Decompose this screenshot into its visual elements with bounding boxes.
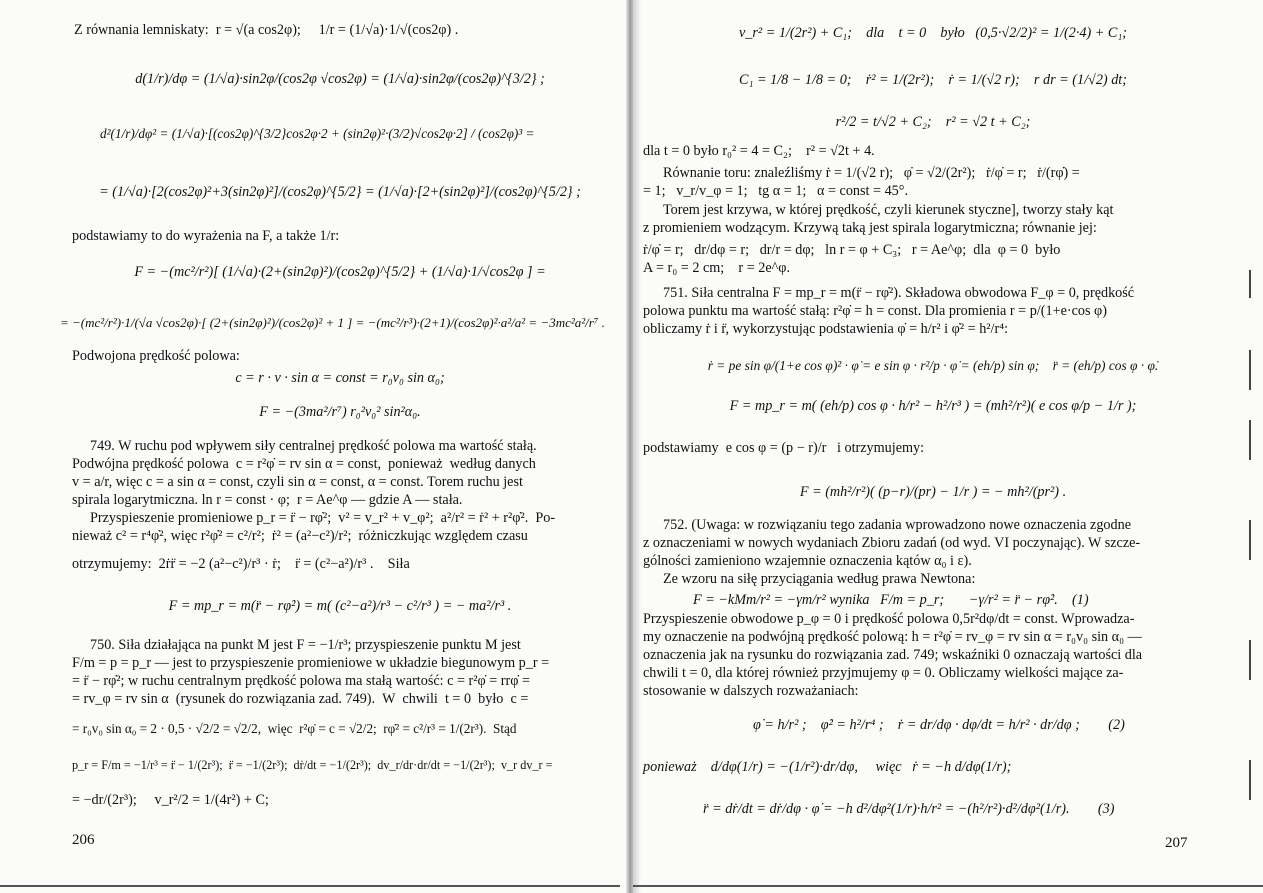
line: otrzymujemy: 2ṙr̈ = −2 (a²−c²)/r³ · ṙ; r̈ = (c²−a²)/r³ . Siła <box>72 556 410 572</box>
line: p_r = F/m = −1/r³ = r̈ − 1/(2r³); r̈ = −1/(2r³); dṙ/dt = −1/(2r³); dv_r/dr·dr/dt = −1/(2r³); v_r dv_r = <box>72 758 553 772</box>
equation: F = mp_r = m( (eh/p) cos φ · h/r² − h²/r³ ) = (mh²/r²)( e cos φ/p − 1/r ); <box>729 398 1137 414</box>
line: v = a/r, więc c = a sin α = const, czyli sin α = const, α = const. Torem ruchu jest <box>72 474 523 490</box>
equation: F = (mh²/r²)( (p−r)/(pr) − 1/r ) = − mh²/(pr²) . <box>799 484 1067 500</box>
line: podstawiamy e cos φ = (p − r)/r i otrzymujemy: <box>643 440 925 456</box>
right-page <box>633 0 1263 893</box>
line: = −dr/(2r³); v_r²/2 = 1/(4r²) + C; <box>72 792 269 808</box>
line: my oznaczenie na podwójną prędkość polową: h = r²φ̇ = rv_φ = rv sin α = r₀v₀ sin α₀ — <box>643 629 1142 645</box>
margin-mark <box>1249 420 1251 460</box>
equation: d²(1/r)/dφ² = (1/√a)·[(cos2φ)^{3/2}cos2φ·2 + (sin2φ)²·(3/2)√cos2φ·2] / (cos2φ)³ = <box>100 126 535 141</box>
page-number: 206 <box>72 832 95 848</box>
page-edge <box>633 885 1263 887</box>
equation: F = −(3ma²/r⁷) r₀²v₀² sin²α₀. <box>259 404 421 420</box>
left-page <box>0 0 628 893</box>
equation: d(1/r)/dφ = (1/√a)·sin2φ/(cos2φ √cos2φ) = (1/√a)·sin2φ/(cos2φ)^{3/2} ; <box>135 71 545 87</box>
line: F/m = p = p_r — jest to przyspieszenie promieniowe w układzie biegunowym p_r = <box>72 655 550 671</box>
line: = r̈ − rφ̇²; w ruchu centralnym prędkość polowa ma stałą wartość: c = r²φ̇ = rrφ̇ = <box>72 673 530 689</box>
problem-752: 752. (Uwaga: w rozwiązaniu tego zadania wprowadzono nowe oznaczenia zgodne <box>663 517 1131 533</box>
line: stosowanie w dalszych rozważaniach: <box>643 683 859 699</box>
line: gólności zamieniono wzajemnie oznaczenia kątów α₀ i ε). <box>643 553 972 569</box>
scan-shadow <box>633 0 641 893</box>
line: Przyspieszenie promieniowe p_r = r̈ − rφ̇²; v² = v_r² + v_φ²; a²/r² = ṙ² + r²φ̇². Po- <box>90 510 556 526</box>
margin-mark <box>1249 760 1251 800</box>
line: Podwójna prędkość polowa c = r²φ̇ = rv sin α = const, ponieważ według danych <box>72 456 536 472</box>
page-edge <box>0 885 620 887</box>
page-number: 207 <box>1165 835 1188 851</box>
line: ṙ/φ̇ = r; dr/dφ = r; dr/r = dφ; ln r = φ + C₃; r = Ae^φ; dla φ = 0 było <box>643 242 1061 258</box>
margin-mark <box>1249 520 1251 560</box>
line: A = r₀ = 2 cm; r = 2e^φ. <box>643 260 791 276</box>
line: nieważ c² = r⁴φ̇², więc r²φ̇² = c²/r²; ṙ² = (a²−c²)/r²; różniczkując względem czasu <box>72 528 528 544</box>
line: Z równania lemniskaty: r = √(a cos2φ); 1/r = (1/√a)·1/√(cos2φ) . <box>74 22 459 38</box>
line: polowa punktu ma wartość stałą: r²φ̇ = h = const. Dla promienia r = p/(1+e·cos φ) <box>643 303 1107 319</box>
line: Równanie toru: znaleźliśmy ṙ = 1/(√2 r); φ̇ = √2/(2r²); ṙ/φ̇ = r; ṙ/(rφ̇) = <box>663 165 1080 181</box>
line: podstawiamy to do wyrażenia na F, a także 1/r: <box>72 228 340 244</box>
problem-751: 751. Siła centralna F = mp_r = m(r̈ − rφ̇²). Składowa obwodowa F_φ = 0, prędkość <box>663 285 1135 301</box>
equation: v_r² = 1/(2r²) + C₁; dla t = 0 było (0,5·√2/2)² = 1/(2·4) + C₁; <box>738 25 1127 41</box>
line: = rv_φ = rv sin α (rysunek do rozwiązania zad. 749). W chwili t = 0 było c = <box>72 691 529 707</box>
equation: = (1/√a)·[2(cos2φ)²+3(sin2φ)²]/(cos2φ)^{5/2} = (1/√a)·[2+(sin2φ)²]/(cos2φ)^{5/2} ; <box>99 184 581 200</box>
line: spirala logarytmiczna. ln r = const · φ; r = Ae^φ — gdzie A — stała. <box>72 492 463 508</box>
margin-mark <box>1249 270 1251 298</box>
equation: φ̇ = h/r² ; φ̇² = h²/r⁴ ; ṙ = dr/dφ · dφ/dt = h/r² · dr/dφ ; (2) <box>753 717 1125 733</box>
equation: r²/2 = t/√2 + C₂; r² = √2 t + C₂; <box>835 114 1031 130</box>
line: dla t = 0 było r₀² = 4 = C₂; r² = √2t + 4. <box>643 143 875 159</box>
line: z oznaczeniami w nowych wydaniach Zbioru zadań (od wyd. VI poczynając). W szcze- <box>643 535 1141 551</box>
equation: F = −kMm/r² = −γm/r² wynika F/m = p_r; −γ/r² = r̈ − rφ̇². (1) <box>693 592 1089 608</box>
equation: F = mp_r = m(r̈ − rφ̇²) = m( (c²−a²)/r³ − c²/r³ ) = − ma²/r³ . <box>168 598 512 614</box>
line: Ze wzoru na siłę przyciągania według prawa Newtona: <box>663 571 976 587</box>
line: Podwojona prędkość polowa: <box>72 348 240 364</box>
margin-mark <box>1249 350 1251 390</box>
line: = r₀v₀ sin α₀ = 2 · 0,5 · √2/2 = √2/2, więc r²φ̇ = c = √2/2; rφ̇² = c²/r³ = 1/(2r³). Stąd <box>72 721 517 736</box>
line: Przyspieszenie obwodowe p_φ = 0 i prędkość polowa 0,5r²dφ/dt = const. Wprowadza- <box>643 611 1135 627</box>
problem-749: 749. W ruchu pod wpływem siły centralnej prędkość polowa ma wartość stałą. <box>90 438 537 454</box>
equation: = −(mc²/r²)·1/(√a √cos2φ)·[ (2+(sin2φ)²)/(cos2φ)² + 1 ] = −(mc²/r³)·(2+1)/(cos2φ)²·a²/a² = −3mc²a²/r⁷ . <box>60 315 605 330</box>
equation: ṙ = pe sin φ/(1+e cos φ)² · φ̇ = e sin φ · r²/p · φ̇ = (eh/p) sin φ; r̈ = (eh/p) cos φ · φ̇. <box>707 358 1159 373</box>
equation: F = −(mc²/r²)[ (1/√a)·(2+(sin2φ)²)/(cos2φ)^{5/2} + (1/√a)·1/√cos2φ ] = <box>134 264 546 280</box>
line: = 1; v_r/v_φ = 1; tg α = 1; α = const = 45°. <box>643 183 908 199</box>
line: obliczamy ṙ i r̈, wykorzystując podstawienia φ̇ = h/r² i φ̇² = h²/r⁴: <box>643 321 1009 337</box>
problem-750: 750. Siła działająca na punkt M jest F = −1/r³; przyspieszenie punktu M jest <box>90 637 521 653</box>
line: z promieniem wodzącym. Krzywą taką jest spirala logarytmiczna; równanie jej: <box>643 220 1097 236</box>
equation: ponieważ d/dφ(1/r) = −(1/r²)·dr/dφ, więc ṙ = −h d/dφ(1/r); <box>643 759 1012 775</box>
line: oznaczenia jak na rysunku do rozwiązania zad. 749; wskaźniki 0 oznaczają wartości dla <box>643 647 1143 663</box>
margin-mark <box>1249 640 1251 680</box>
line: chwili t = 0, dla której również przyjmujemy φ = 0. Obliczamy wielkości mające za- <box>643 665 1124 681</box>
equation: c = r · v · sin α = const = r₀v₀ sin α₀; <box>235 370 445 386</box>
line: Torem jest krzywa, w której prędkość, czyli kierunek styczne], tworzy stały kąt <box>663 202 1114 218</box>
equation: C₁ = 1/8 − 1/8 = 0; ṙ² = 1/(2r²); ṙ = 1/(√2 r); r dr = (1/√2) dt; <box>739 72 1127 88</box>
equation: r̈ = dṙ/dt = dṙ/dφ · φ̇ = −h d²/dφ²(1/r)·h/r² = −(h²/r²)·d²/dφ²(1/r). (3) <box>703 801 1115 817</box>
